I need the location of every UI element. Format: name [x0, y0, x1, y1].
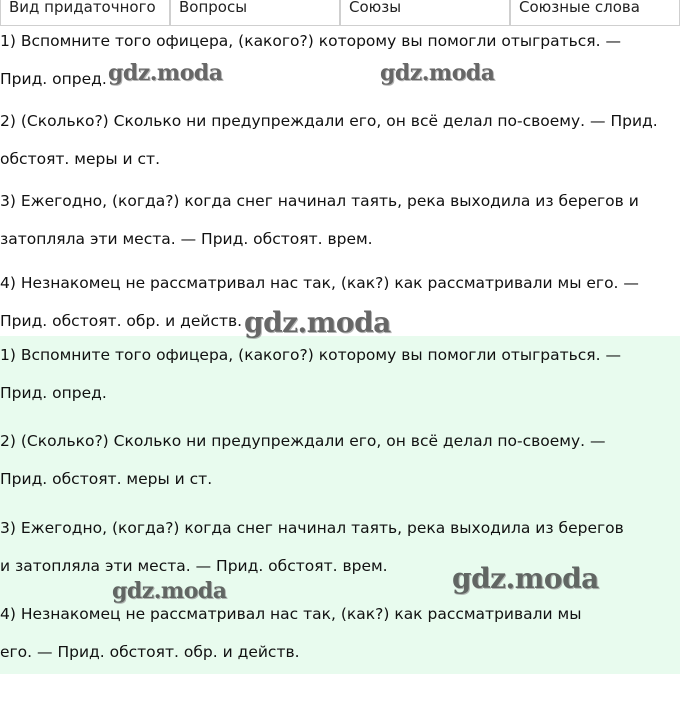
answer-paragraph-3-line-2: и затопляла эти места. — Прид. обстоят. врем. [0, 557, 388, 575]
original-paragraph-1-line-1: 1) Вспомните того офицера, (какого?) которому вы помогли отыграться. — [0, 32, 621, 50]
watermark-logo: gdz.moda [244, 306, 391, 339]
original-paragraph-4-line-2: Прид. обстоят. обр. и действ. [0, 312, 243, 330]
table-header-cell-questions: Вопросы [170, 0, 340, 26]
answer-paragraph-2-line-2: Прид. обстоят. меры и ст. [0, 470, 213, 488]
answer-paragraph-3-line-1: 3) Ежегодно, (когда?) когда снег начинал таять, река выходила из берегов [0, 519, 624, 537]
answer-paragraph-1-line-1: 1) Вспомните того офицера, (какого?) которому вы помогли отыграться. — [0, 346, 621, 364]
watermark-logo: gdz.moda [112, 578, 227, 604]
answer-paragraph-2 [0, 422, 680, 498]
original-paragraph-2-line-1: 2) (Сколько?) Сколько ни предупреждали его, он всё делал по-своему. — Прид. [0, 112, 658, 130]
answer-paragraph-1-line-2: Прид. опред. [0, 384, 107, 402]
original-paragraph-3-line-2: затопляла эти места. — Прид. обстоят. врем. [0, 230, 373, 248]
answer-paragraph-4-line-2: его. — Прид. обстоят. обр. и действ. [0, 643, 300, 661]
watermark-logo: gdz.moda [452, 562, 599, 595]
original-paragraph-3-line-1: 3) Ежегодно, (когда?) когда снег начинал таять, река выходила из берегов и [0, 192, 639, 210]
original-paragraph-4-line-1: 4) Незнакомец не рассматривал нас так, (как?) как рассматривали мы его. — [0, 274, 639, 292]
answer-paragraph-4 [0, 595, 680, 671]
table-header-cell-type: Вид придаточного [0, 0, 170, 26]
original-paragraph-2 [0, 102, 680, 178]
table-header-cell-conjunctions: Союзы [340, 0, 510, 26]
watermark-logo: gdz.moda [380, 60, 495, 86]
original-paragraph-3 [0, 182, 680, 258]
answer-paragraph-2-line-1: 2) (Сколько?) Сколько ни предупреждали его, он всё делал по-своему. — [0, 432, 606, 450]
answer-block [0, 336, 680, 674]
answer-paragraph-1 [0, 336, 680, 412]
original-text-block [0, 22, 680, 344]
original-paragraph-1 [0, 22, 680, 98]
original-paragraph-2-line-2: обстоят. меры и ст. [0, 150, 160, 168]
original-paragraph-1-line-2: Прид. опред. [0, 70, 107, 88]
watermark-logo: gdz.moda [108, 60, 223, 86]
table-header-cell-conjunctive-words: Союзные слова [510, 0, 680, 26]
answer-paragraph-4-line-1: 4) Незнакомец не рассматривал нас так, (как?) как рассматривали мы [0, 605, 582, 623]
